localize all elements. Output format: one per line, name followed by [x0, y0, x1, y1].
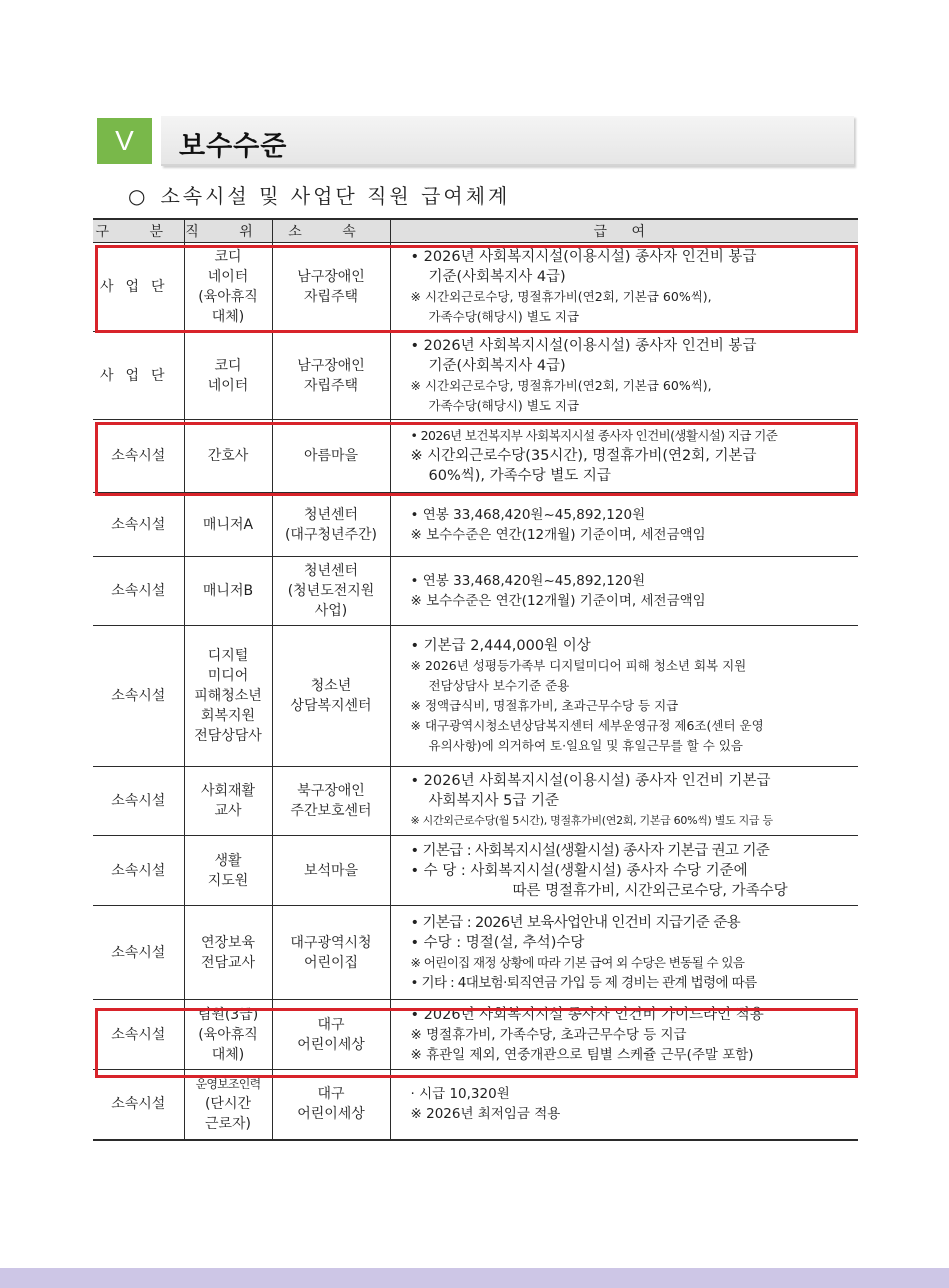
row-position	[184, 557, 272, 626]
row-position	[184, 626, 272, 767]
position-line: 전담상담사	[194, 728, 262, 744]
pay-line: • 기본급 : 사회복지시설(생활시설) 종사자 기본급 권고 기준	[410, 842, 770, 859]
row-affiliation	[272, 906, 390, 1000]
section-title: 보수수준	[179, 131, 288, 162]
position-line: 간호사	[207, 448, 249, 464]
row-pay	[390, 557, 858, 626]
pay-line: • 수당 : 명절(설, 추석)수당	[410, 934, 585, 951]
position-line: (단시간	[204, 1096, 252, 1113]
affiliation-line: 상담복지센터	[290, 698, 372, 714]
row-category: 소속시설	[93, 767, 184, 836]
row-pay	[390, 493, 858, 557]
row-pay	[390, 906, 858, 1000]
table-row	[93, 767, 858, 836]
position-line: 사회재활	[200, 783, 256, 799]
row-category: 소속시설	[93, 557, 184, 626]
header-pay: 급 여	[390, 219, 858, 243]
footer-band	[0, 1268, 949, 1288]
pay-line: 기준(사회복지사 4급)	[428, 269, 566, 285]
table-row	[93, 626, 858, 767]
row-position	[184, 1000, 272, 1070]
position-line: 근로자)	[204, 1116, 252, 1133]
row-pay	[390, 626, 858, 767]
row-position	[184, 1070, 272, 1140]
pay-line: ※ 시간외근로수당(35시간), 명절휴가비(연2회, 기본급	[410, 448, 757, 464]
row-category: 사업단	[93, 243, 184, 332]
row-category: 소속시설	[93, 1070, 184, 1140]
affiliation-line: 대구	[317, 1016, 345, 1033]
position-line: 회복지원	[200, 708, 256, 724]
position-line: 코디	[214, 249, 242, 265]
table-header-row	[93, 219, 858, 243]
row-pay	[390, 836, 858, 906]
circle-bullet-icon: ○	[128, 184, 149, 208]
affiliation-line: 청년센터	[303, 506, 359, 523]
row-position	[184, 906, 272, 1000]
pay-line: • 수 당 : 사회복지시설(생활시설) 종사자 수당 기준에	[410, 862, 748, 879]
row-category: 소속시설	[93, 906, 184, 1000]
row-position	[184, 420, 272, 493]
affiliation-line: 보석마을	[303, 862, 359, 879]
position-line: 전담교사	[200, 954, 256, 971]
row-pay	[390, 1000, 858, 1070]
pay-line: ※ 보수수준은 연간(12개월) 기준이며, 세전금액임	[410, 593, 706, 609]
section-title-bar	[161, 116, 854, 166]
position-line: 코디	[214, 357, 242, 374]
pay-line: ※ 어린이집 재정 상황에 따라 기본 급여 외 수당은 변동될 수 있음	[410, 954, 745, 970]
affiliation-line: 어린이세상	[297, 1036, 365, 1053]
header-category: 구 분	[93, 219, 184, 243]
pay-line: • 2026년 사회복지시설(이용시설) 종사자 인건비 봉급	[410, 249, 757, 265]
row-pay	[390, 332, 858, 420]
pay-line: • 기본급 2,444,000원 이상	[410, 638, 591, 654]
table-row	[93, 420, 858, 493]
pay-line: ※ 정액급식비, 명절휴가비, 초과근무수당 등 지급	[410, 698, 679, 713]
pay-line: ※ 명절휴가비, 가족수당, 초과근무수당 등 지급	[410, 1026, 687, 1043]
table-row	[93, 243, 858, 332]
affiliation-line: 대구광역시청	[290, 934, 372, 951]
affiliation-line: 청소년	[310, 678, 352, 694]
row-position	[184, 493, 272, 557]
affiliation-line: 사업)	[314, 603, 348, 619]
row-affiliation	[272, 557, 390, 626]
table-row	[93, 836, 858, 906]
header-affiliation: 소 속	[272, 219, 390, 243]
affiliation-line: 남구장애인	[297, 357, 365, 374]
pay-line: ※ 시간외근로수당, 명절휴가비(연2회, 기본급 60%씩),	[410, 289, 712, 304]
affiliation-line: 어린이세상	[297, 1106, 365, 1123]
pay-line: 전담상담사 보수기준 준용	[428, 678, 570, 693]
row-category: 소속시설	[93, 1000, 184, 1070]
pay-line: ※ 시간외근로수당, 명절휴가비(연2회, 기본급 60%씩),	[410, 377, 712, 393]
pay-line: • 연봉 33,468,420원~45,892,120원	[410, 573, 646, 589]
section-number: V	[97, 118, 152, 164]
row-position	[184, 332, 272, 420]
pay-line: 기준(사회복지사 4급)	[428, 357, 566, 374]
pay-line: 60%씩), 가족수당 별도 지급	[428, 468, 611, 484]
position-line: 연장보육	[200, 934, 256, 951]
pay-line: ※ 시간외근로수당(월 5시간), 명절휴가비(연2회, 기본급 60%씩) 별도 지급 등	[410, 814, 773, 827]
position-line: 매니저B	[202, 583, 254, 599]
table-row	[93, 332, 858, 420]
table-row	[93, 493, 858, 557]
pay-line: ※ 대구광역시청소년상담복지센터 세부운영규정 제6조(센터 운영	[410, 718, 764, 733]
position-line: 피해청소년	[194, 688, 262, 704]
row-position	[184, 767, 272, 836]
table-row	[93, 906, 858, 1000]
row-position	[184, 243, 272, 332]
row-affiliation	[272, 767, 390, 836]
affiliation-line: 자립주택	[303, 377, 359, 394]
row-pay	[390, 243, 858, 332]
section-header	[97, 116, 854, 165]
subtitle	[128, 180, 510, 209]
position-line: 네이터	[207, 377, 249, 394]
row-category: 소속시설	[93, 836, 184, 906]
row-category: 소속시설	[93, 420, 184, 493]
pay-line: 사회복지사 5급 기준	[428, 793, 559, 809]
pay-line: • 기본급 : 2026년 보육사업안내 인건비 지급기준 준용	[410, 914, 741, 931]
row-affiliation	[272, 243, 390, 332]
position-line: 대체)	[211, 309, 245, 325]
affiliation-line: 남구장애인	[297, 269, 365, 285]
pay-line: • 기타 : 4대보험·퇴직연금 가입 등 제 경비는 관계 법령에 따름	[410, 974, 757, 991]
pay-line: 가족수당(해당시) 별도 지급	[428, 397, 580, 413]
pay-line: 유의사항)에 의거하여 토·일요일 및 휴일근무를 할 수 있음	[428, 738, 743, 753]
pay-line: · 시급 10,320원	[410, 1086, 510, 1102]
row-category: 사업단	[93, 332, 184, 420]
table-row	[93, 1000, 858, 1070]
position-line: 네이터	[207, 269, 249, 285]
position-line: 운영보조인력	[195, 1077, 261, 1092]
row-affiliation	[272, 332, 390, 420]
row-affiliation	[272, 1070, 390, 1140]
position-line: (육아휴직	[198, 1026, 258, 1043]
pay-line: 따른 명절휴가비, 시간외근로수당, 가족수당	[512, 882, 788, 899]
position-line: 미디어	[207, 668, 249, 684]
affiliation-line: 자립주택	[303, 289, 359, 305]
pay-line: • 2026년 사회복지시설(이용시설) 종사자 인건비 봉급	[410, 337, 757, 354]
row-affiliation	[272, 1000, 390, 1070]
position-line: 대체)	[211, 1046, 245, 1063]
affiliation-line: (대구청년주간)	[284, 526, 378, 543]
pay-line: • 연봉 33,468,420원~45,892,120원	[410, 506, 646, 523]
row-affiliation	[272, 420, 390, 493]
row-pay	[390, 1070, 858, 1140]
pay-line: ※ 2026년 최저임금 적용	[410, 1106, 561, 1122]
subtitle-text: 소속시설 및 사업단 직원 급여체계	[160, 184, 511, 208]
affiliation-line: 주간보호센터	[290, 803, 372, 819]
position-line: 매니저A	[202, 516, 254, 533]
affiliation-line: (청년도전지원	[287, 583, 375, 599]
pay-line: • 2026년 사회복지시설(이용시설) 종사자 인건비 기본급	[410, 773, 771, 789]
row-category: 소속시설	[93, 626, 184, 767]
table-row	[93, 1070, 858, 1140]
row-affiliation	[272, 836, 390, 906]
position-line: 교사	[214, 803, 242, 819]
position-line: 디지털	[207, 648, 249, 664]
affiliation-line: 아름마을	[303, 448, 359, 464]
affiliation-line: 북구장애인	[297, 783, 365, 799]
row-pay	[390, 767, 858, 836]
pay-line: ※ 휴관일 제외, 연중개관으로 팀별 스케쥴 근무(주말 포함)	[410, 1046, 754, 1063]
row-category: 소속시설	[93, 493, 184, 557]
row-affiliation	[272, 493, 390, 557]
affiliation-line: 청년센터	[303, 563, 359, 579]
position-line: 생활	[214, 852, 242, 869]
affiliation-line: 어린이집	[303, 954, 359, 971]
salary-table	[93, 218, 858, 1141]
position-line: (육아휴직	[198, 289, 258, 305]
pay-line: 가족수당(해당시) 별도 지급	[428, 309, 580, 324]
row-pay	[390, 420, 858, 493]
row-affiliation	[272, 626, 390, 767]
position-line: 팀원(3급)	[197, 1006, 259, 1023]
row-position	[184, 836, 272, 906]
pay-line: • 2026년 사회복지시설 종사자 인건비 가이드라인 적용	[410, 1006, 764, 1023]
header-position: 직 위	[184, 219, 272, 243]
pay-line: ※ 2026년 성평등가족부 디지털미디어 피해 청소년 회복 지원	[410, 658, 747, 673]
position-line: 지도원	[207, 872, 249, 889]
pay-line: • 2026년 보건복지부 사회복지시설 종사자 인건비(생활시설) 지급 기준	[410, 428, 778, 443]
affiliation-line: 대구	[317, 1086, 345, 1103]
pay-line: ※ 보수수준은 연간(12개월) 기준이며, 세전금액임	[410, 526, 706, 543]
table-row	[93, 557, 858, 626]
